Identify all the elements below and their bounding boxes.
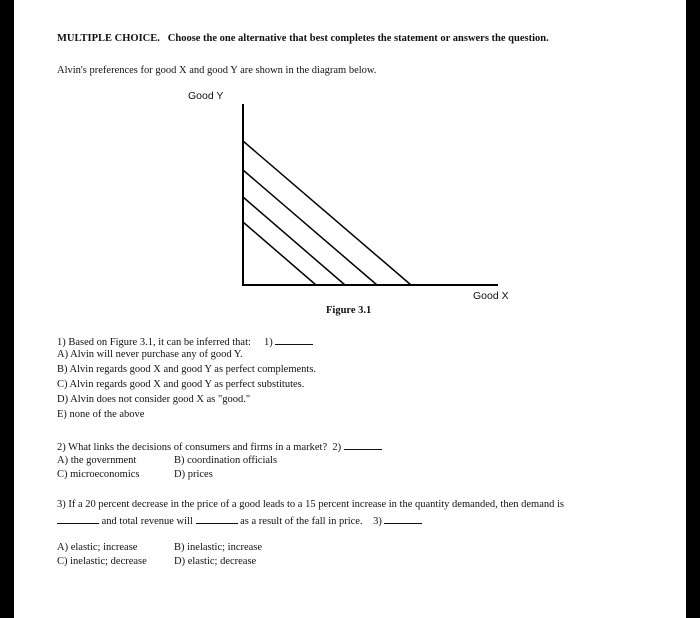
q1-option-c: C) Alvin regards good X and good Y as perfect substitutes. bbox=[57, 379, 305, 390]
q1-stem: 1) Based on Figure 3.1, it can be inferred that: bbox=[57, 337, 251, 348]
q2-option-d: D) prices bbox=[174, 469, 213, 480]
q2-answer-blank[interactable] bbox=[344, 439, 382, 450]
q2-option-b: B) coordination officials bbox=[174, 455, 278, 466]
q3-option-c: C) inelastic; decrease bbox=[57, 556, 147, 567]
q2-tag: 2) bbox=[332, 442, 342, 453]
x-axis-label: Good X bbox=[473, 290, 509, 302]
q3-option-a: A) elastic; increase bbox=[57, 542, 138, 553]
header-instruction: Choose the one alternative that best completes the statement or answers the question. bbox=[167, 33, 549, 44]
figure-caption: Figure 3.1 bbox=[326, 305, 372, 316]
q3-mid1: and total revenue will bbox=[101, 516, 193, 527]
indifference-line-1 bbox=[243, 222, 316, 285]
q2-option-a: A) the government bbox=[57, 455, 137, 466]
q1-tag: 1) bbox=[264, 337, 273, 348]
header-bold: MULTIPLE CHOICE. bbox=[57, 33, 160, 44]
q3-stem-line1: 3) If a 20 percent decrease in the price of a good leads to a 15 percent increase in the quantity demanded, then demand is bbox=[57, 499, 565, 510]
indifference-line-4 bbox=[243, 141, 411, 285]
q1-option-a: A) Alvin will never purchase any of good Y. bbox=[57, 349, 243, 360]
q3-blank-1[interactable] bbox=[57, 513, 99, 524]
q2-option-c: C) microeconomics bbox=[57, 469, 140, 480]
q3-blank-2[interactable] bbox=[196, 513, 238, 524]
q2-stem-line bbox=[57, 439, 382, 454]
q1-option-e: E) none of the above bbox=[57, 409, 145, 420]
y-axis-label: Good Y bbox=[188, 90, 224, 102]
q3-stem-line2 bbox=[57, 513, 422, 528]
indifference-line-3 bbox=[243, 170, 377, 285]
q3-tag: 3) bbox=[373, 516, 382, 527]
q2-stem: 2) What links the decisions of consumers and firms in a market? bbox=[57, 442, 328, 453]
q3-answer-blank[interactable] bbox=[384, 513, 422, 524]
q3-option-d: D) elastic; decrease bbox=[174, 556, 257, 567]
q3-option-b: B) inelastic; increase bbox=[174, 542, 263, 553]
q1-answer-blank[interactable] bbox=[275, 334, 313, 345]
intro-text: Alvin's preferences for good X and good Y are shown in the diagram below. bbox=[57, 65, 377, 76]
q3-mid2: as a result of the fall in price. bbox=[240, 516, 363, 527]
q1-option-b: B) Alvin regards good X and good Y as perfect complements. bbox=[57, 364, 317, 375]
q1-stem-line bbox=[57, 334, 313, 349]
indifference-line-2 bbox=[243, 197, 345, 285]
q1-option-d: D) Alvin does not consider good X as "good." bbox=[57, 394, 251, 405]
